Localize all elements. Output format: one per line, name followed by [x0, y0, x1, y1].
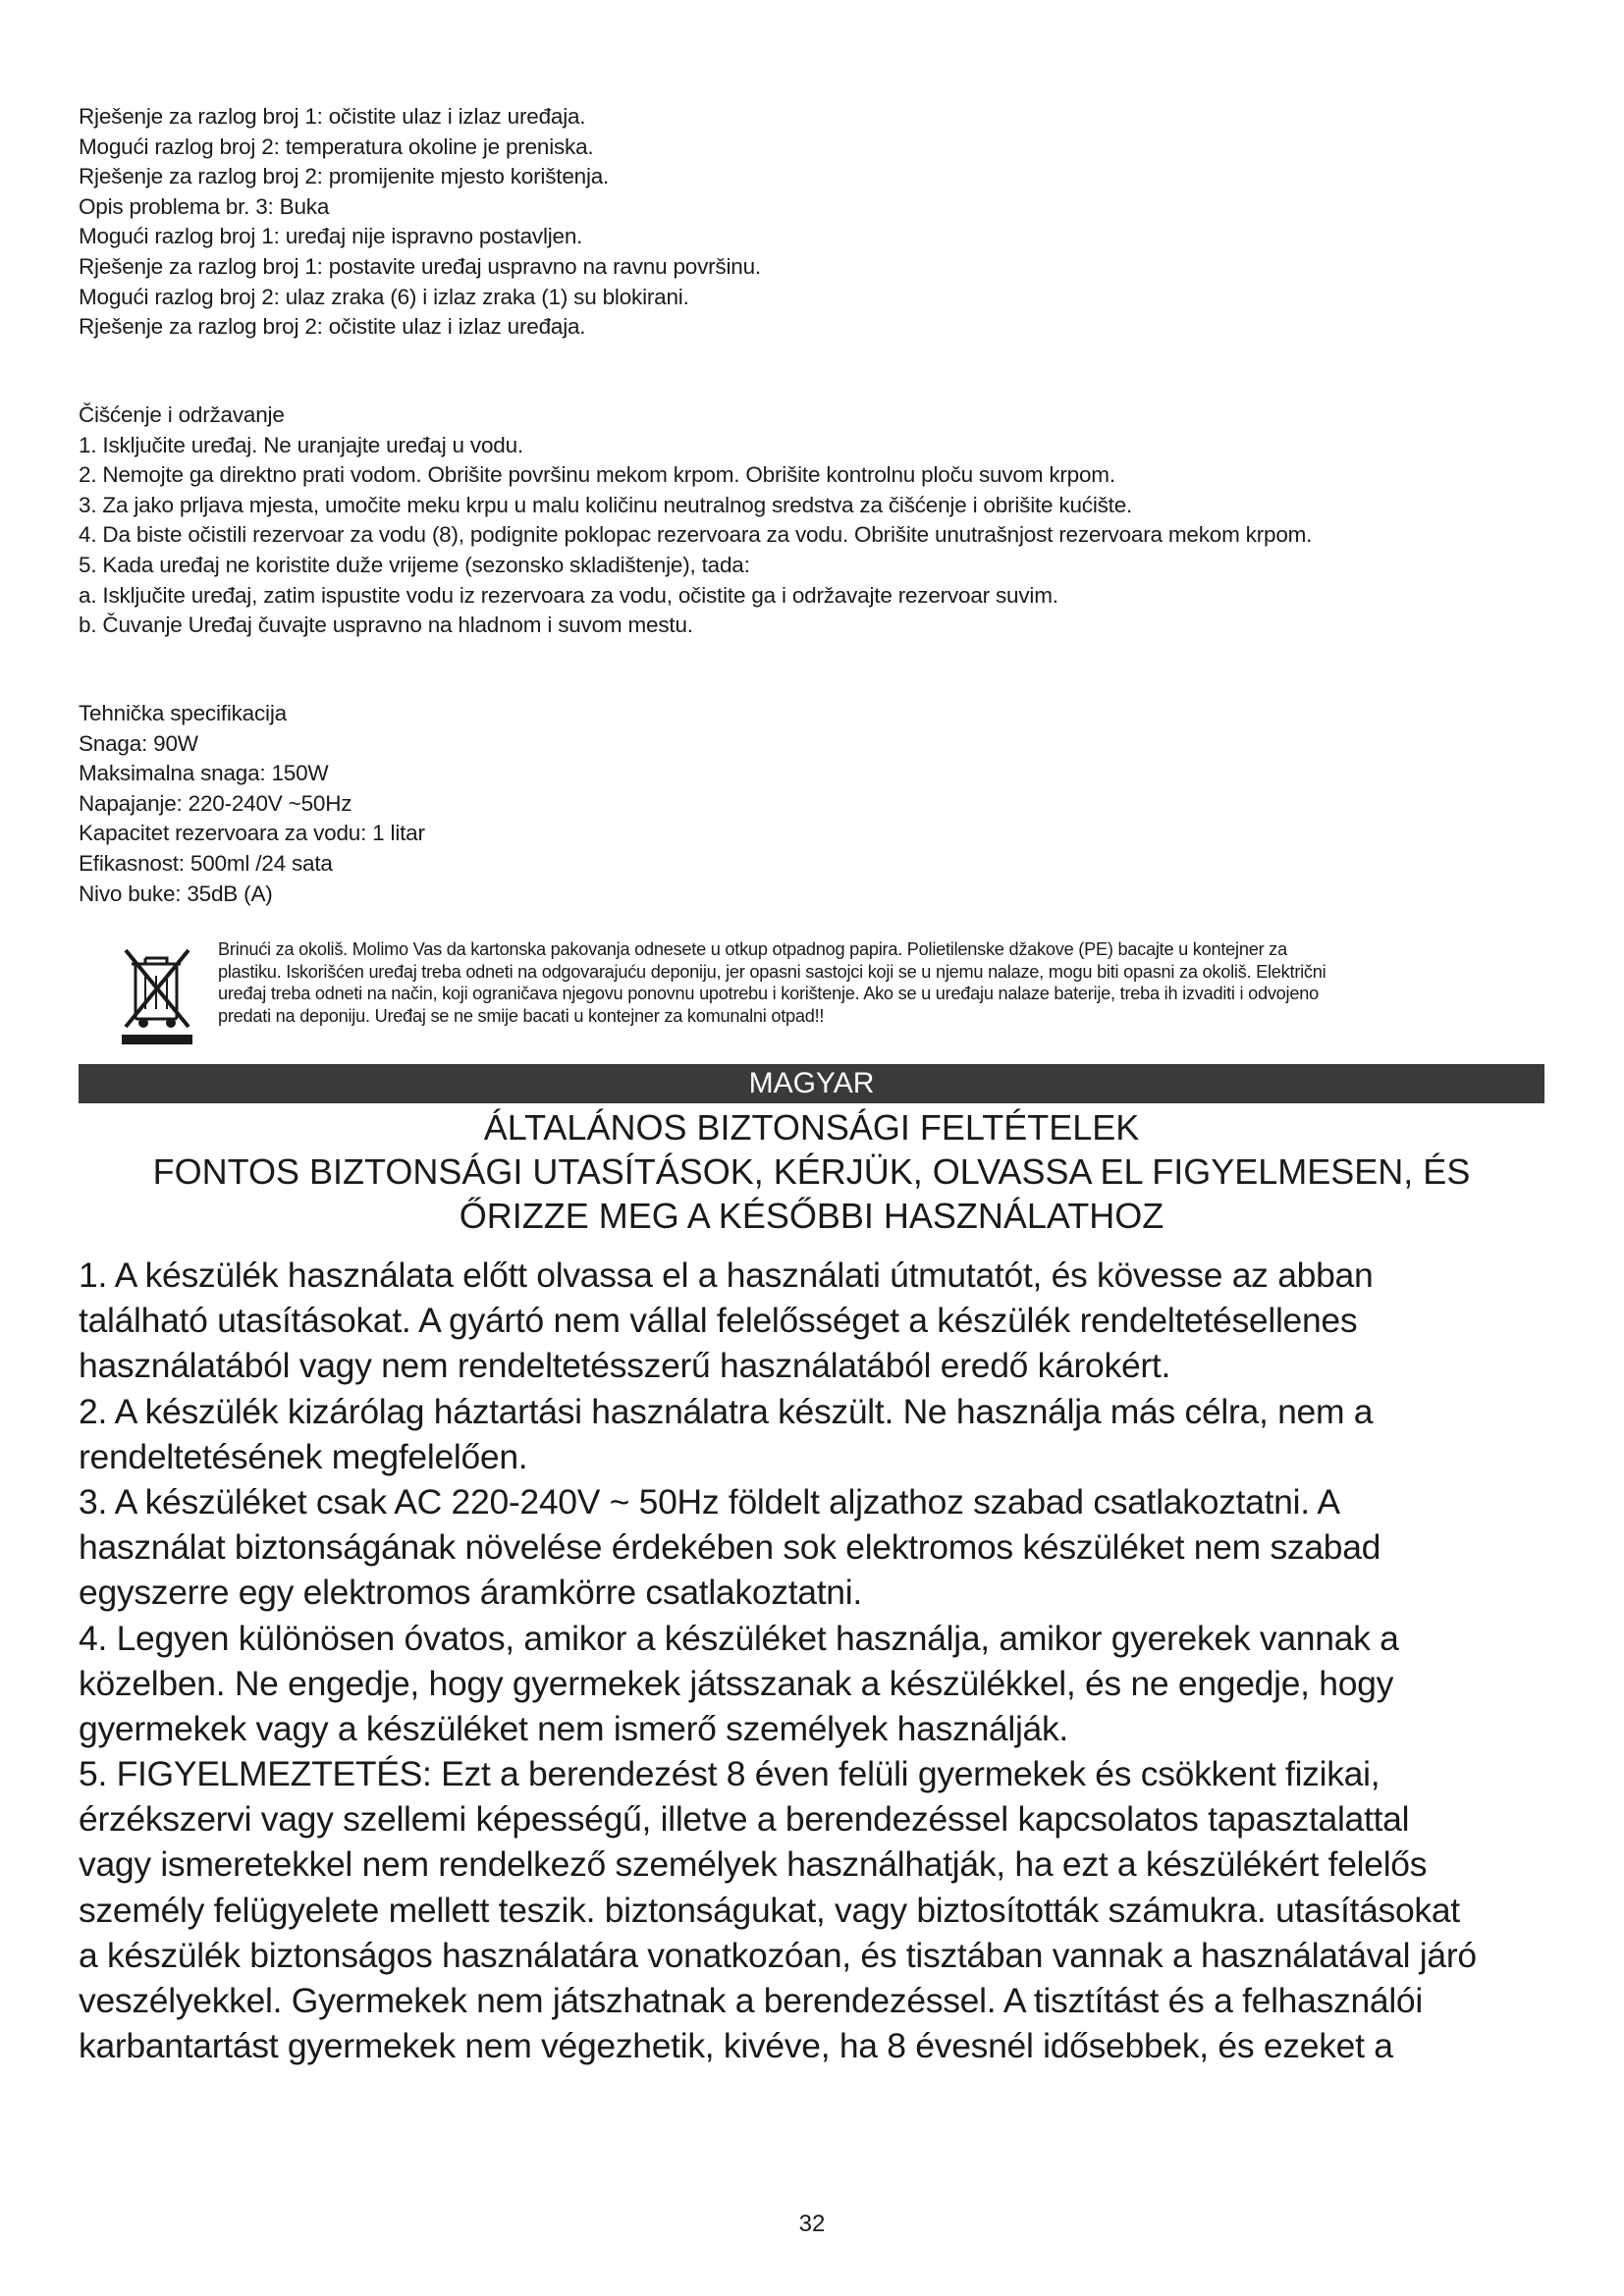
safety-line: 2. A készülék kizárólag háztartási használatra készült. Ne használja más célra, nem a	[79, 1391, 1374, 1431]
trouble-line: Mogući razlog broj 2: temperatura okoline je preniska.	[79, 133, 594, 159]
page-number: 32	[798, 2211, 826, 2237]
spec-line: Snaga: 90W	[79, 730, 198, 756]
cleaning-line: 3. Za jako prljava mjesta, umočite meku krpu u malu količinu neutralnog sredstva za čišćenje i obrišite kućište.	[79, 492, 1133, 517]
trouble-line: Mogući razlog broj 2: ulaz zraka (6) i izlaz zraka (1) su blokirani.	[79, 284, 689, 309]
trouble-line: Opis problema br. 3: Buka	[79, 193, 330, 219]
section-headings	[79, 1105, 1544, 1238]
spec-line: Nivo buke: 35dB (A)	[79, 881, 273, 906]
safety-line: 4. Legyen különösen óvatos, amikor a készüléket használja, amikor gyerekek vannak a	[79, 1618, 1399, 1658]
trouble-line: Mogući razlog broj 1: uređaj nije ispravno postavljen.	[79, 224, 583, 249]
cleaning-line: 2. Nemojte ga direktno prati vodom. Obrišite površinu mekom krpom. Obrišite kontrolnu ploču suvom krpom.	[79, 462, 1115, 488]
spec-title: Tehnička specifikacija	[79, 701, 287, 725]
trouble-line: Rješenje za razlog broj 2: očistite ulaz i izlaz uređaja.	[79, 314, 586, 340]
safety-line: található utasításokat. A gyártó nem vállal felelősséget a készülék rendeltetésellenes	[79, 1301, 1358, 1341]
spec-line: Efikasnost: 500ml /24 sata	[79, 850, 333, 876]
specification-section	[79, 699, 1532, 909]
cleaning-line: 1. Isključite uređaj. Ne uranjajte uređaj u vodu.	[79, 432, 523, 457]
safety-instructions	[79, 1253, 1544, 2068]
recycling-line: Brinući za okoliš. Molimo Vas da kartonska pakovanja odnesete u otkup otpadnog papira. Polietilenske džakove (PE) bacajte u kontejner za	[218, 939, 1287, 959]
safety-line: 5. FIGYELMEZTETÉS: Ezt a berendezést 8 éven felüli gyermekek és csökkent fizikai,	[79, 1754, 1380, 1794]
language-section-bar: MAGYAR	[79, 1064, 1544, 1103]
safety-line: 3. A készüléket csak AC 220-240V ~ 50Hz földelt aljzathoz szabad csatlakoztatni. A	[79, 1481, 1340, 1522]
heading-line: ÁLTALÁNOS BIZTONSÁGI FELTÉTELEK	[483, 1107, 1140, 1148]
cleaning-line: 5. Kada uređaj ne koristite duže vrijeme (sezonsko skladištenje), tada:	[79, 552, 750, 577]
recycling-line: uređaj treba odneti na način, koji ograničava njegovu ponovnu upotrebu i korištenje. Ako se u uređaju nalaze baterije, treba ih izvaditi i odvojeno	[218, 984, 1319, 1003]
safety-line: rendeltetésének megfelelően.	[79, 1436, 528, 1476]
cleaning-line: 4. Da biste očistili rezervoar za vodu (8), podignite poklopac rezervoara za vodu. Obrišite unutrašnjost rezervoara mekom krpom.	[79, 522, 1313, 548]
safety-line: egyszerre egy elektromos áramkörre csatlakoztatni.	[79, 1573, 862, 1613]
spec-line: Napajanje: 220-240V ~50Hz	[79, 790, 352, 816]
spec-line: Kapacitet rezervoara za vodu: 1 litar	[79, 821, 425, 846]
safety-line: vagy ismeretekkel nem rendelkező személyek használhatják, ha ezt a készülékért felelős	[79, 1844, 1428, 1885]
safety-line: veszélyekkel. Gyermekek nem játszhatnak a berendezéssel. A tisztítást és a felhasználói	[79, 1981, 1423, 2020]
heading-line: FONTOS BIZTONSÁGI UTASÍTÁSOK, KÉRJÜK, OLVASSA EL FIGYELMESEN, ÉS	[152, 1151, 1471, 1192]
trouble-line: Rješenje za razlog broj 1: postavite uređaj uspravno na ravnu površinu.	[79, 253, 761, 279]
trouble-line: Rješenje za razlog broj 1: očistite ulaz i izlaz uređaja.	[79, 104, 586, 129]
safety-line: 1. A készülék használata előtt olvassa el a használati útmutatót, és kövesse az abban	[79, 1255, 1374, 1295]
safety-line: gyermekek vagy a készüléket nem ismerő személyek használják.	[79, 1708, 1068, 1748]
cleaning-title: Čišćenje i održavanje	[79, 402, 285, 427]
safety-line: a készülék biztonságos használatára vonatkozóan, és tisztában vannak a használatával járó	[79, 1935, 1477, 1975]
spec-line: Maksimalna snaga: 150W	[79, 761, 329, 786]
cleaning-line: b. Čuvanje Uređaj čuvajte uspravno na hladnom i suvom mestu.	[79, 613, 693, 638]
recycling-line: plastiku. Iskorišćen uređaj treba odneti na odgovarajuću deponiju, jer opasni sastojci koji se u njemu nalaze, mogu biti opasni za okoliš. Električni	[218, 961, 1326, 982]
recycling-notice	[118, 938, 1542, 1056]
cleaning-line: a. Isključite uređaj, zatim ispustite vodu iz rezervoara za vodu, očistite ga i održavajte rezervoar suvim.	[79, 582, 1058, 608]
safety-line: használat biztonságának növelése érdekében sok elektromos készüléket nem szabad	[79, 1527, 1381, 1568]
safety-line: közelben. Ne engedje, hogy gyermekek játsszanak a készülékkel, és ne engedje, hogy	[79, 1663, 1394, 1703]
safety-line: használatából vagy nem rendeltetésszerű használatából eredő károkért.	[79, 1346, 1171, 1386]
troubleshooting-section	[79, 102, 1532, 343]
trouble-line: Rješenje za razlog broj 2: promijenite mjesto korištenja.	[79, 164, 610, 189]
safety-line: karbantartást gyermekek nem végezhetik, kivéve, ha 8 évesnél idősebbek, és ezeket a	[79, 2026, 1393, 2066]
safety-line: érzékszervi vagy szellemi képességű, illetve a berendezéssel kapcsolatos tapasztalattal	[79, 1799, 1410, 1840]
cleaning-section	[79, 400, 1532, 641]
heading-line: ŐRIZZE MEG A KÉSŐBBI HASZNÁLATHOZ	[459, 1196, 1164, 1236]
safety-line: személy felügyelete mellett teszik. biztonságukat, vagy biztosították számukra. utasításokat	[79, 1890, 1460, 1930]
recycling-line: predati na deponiju. Uređaj se ne smije bacati u kontejner za komunalni otpad!!	[218, 1005, 825, 1026]
recycling-text	[218, 938, 1543, 1027]
crossed-out-wheelie-bin-icon	[118, 938, 196, 1048]
